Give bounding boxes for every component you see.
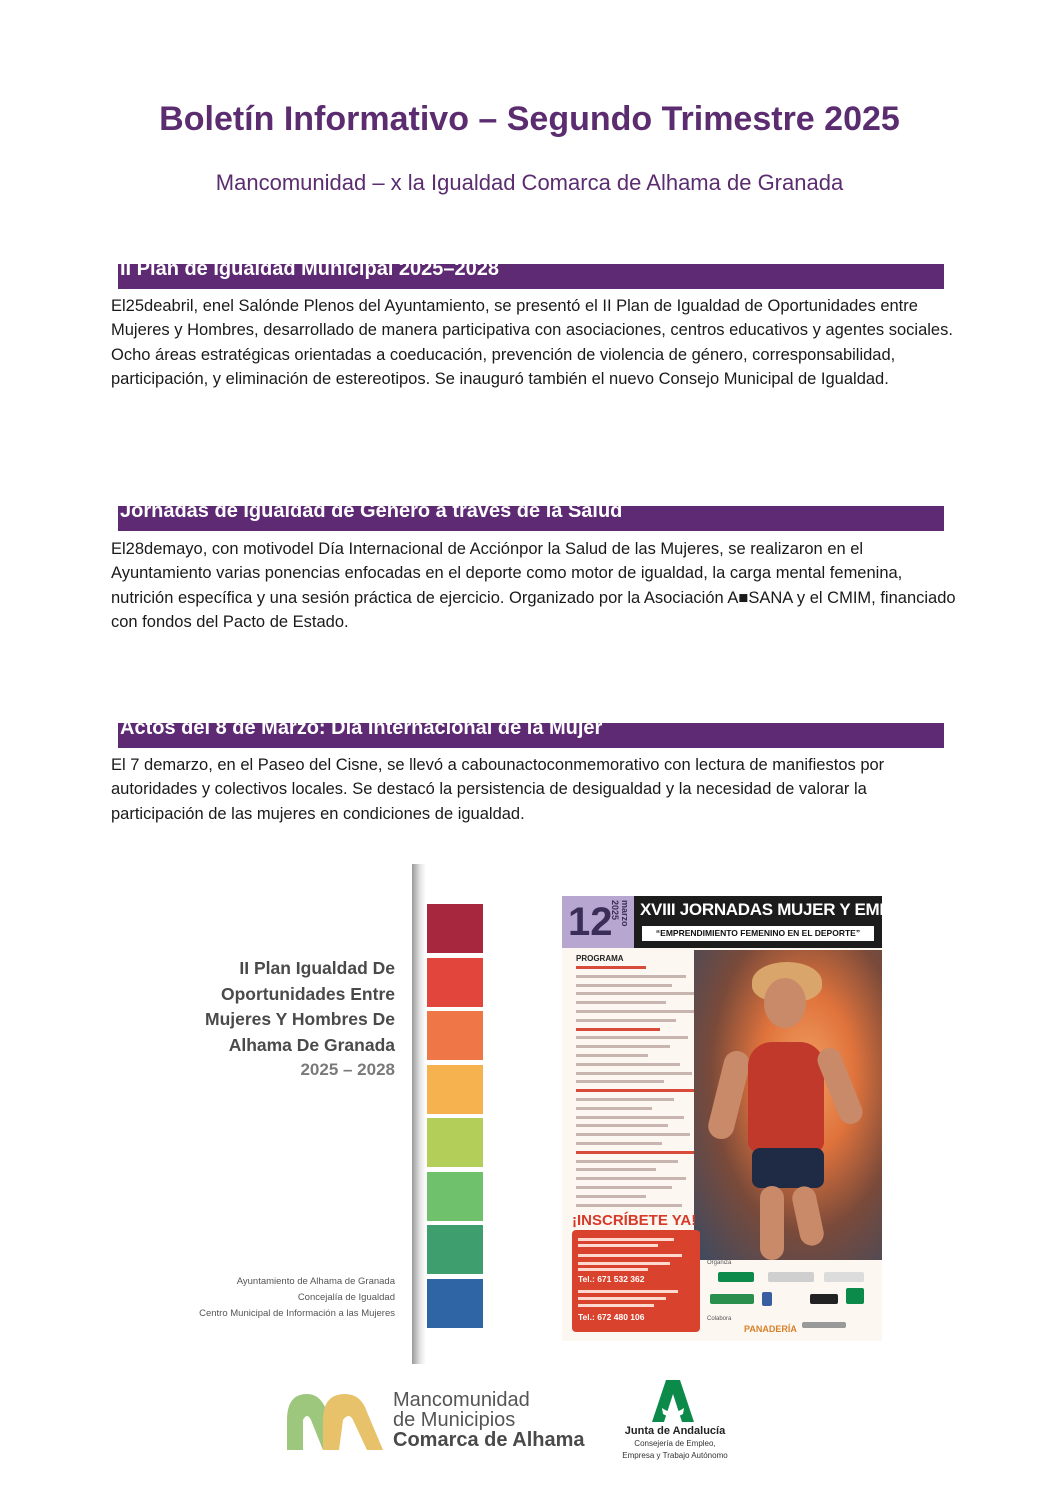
poster-program-label: PROGRAMA [576,954,624,963]
section-body: El28demayo, con motivodel Día Internacional de Acciónpor la Salud de las Mujeres, se realizaron en el Ayuntamiento varias ponencias enfocadas en el deporte como motor de igualdad, la carga mental femenina, nutrición específica y una sesión práctica de ejercicio. Organizado por la Asociación A■SANA y el CMIM, financiado con fondos del Pacto de Estado. [111,540,956,632]
info-line [578,1244,658,1247]
program-line [576,1168,656,1171]
poster-tel: Tel.: 672 480 106 [578,1312,645,1322]
program-line [576,1186,672,1189]
program-line [576,1010,694,1013]
cmim-logo [810,1294,838,1304]
diputacion-logo [710,1294,754,1304]
cover-color-bar [427,1011,483,1060]
runner-shorts [752,1148,824,1188]
bulletin-subtitle: Mancomunidad – x la Igualdad Comarca de Alhama de Granada [215,170,844,195]
program-line [576,1160,678,1163]
program-line [576,1195,646,1198]
info-line [578,1262,670,1265]
poster-info-box [572,1230,700,1332]
cover-title-line: II Plan Igualdad De [239,958,395,978]
junta-logo-small [718,1272,754,1282]
cover-color-bar [427,904,483,953]
cover-title [135,956,395,1058]
cover-color-bar [427,1172,483,1221]
program-line [576,1036,688,1039]
section-heading-bar [118,500,944,531]
poster-cta: ¡INSCRÍBETE YA! [572,1212,697,1229]
runner-head [764,978,806,1028]
program-line [576,1001,666,1004]
info-line [578,1254,682,1257]
program-line [576,966,646,969]
program-line [576,1151,694,1154]
cover-institution: Centro Municipal de Información a las Mujeres [199,1308,395,1319]
program-line [576,1054,648,1057]
junta-department: Empresa y Trabajo Autónomo [622,1451,728,1460]
program-line [576,975,686,978]
cover-institution: Ayuntamiento de Alhama de Granada [236,1276,395,1287]
program-line [576,1133,690,1136]
program-line [576,1116,684,1119]
mancomunidad-logo-icon [283,1390,393,1454]
poster-subtitle: “EMPRENDIMIENTO FEMENINO EN EL DEPORTE” [642,926,874,941]
cover-color-bar [427,1065,483,1114]
poster-title: XVIII JORNADAS MUJER Y EMPRESA [640,900,937,919]
mancomunidad-line: Mancomunidad [393,1389,530,1411]
cover-title-line: Mujeres Y Hombres De [205,1009,395,1029]
runner-leg [790,1184,826,1248]
poster-header [562,896,937,948]
program-line [576,1028,660,1031]
cover-color-bar [427,1279,483,1328]
program-line [576,1072,692,1075]
info-line [578,1290,678,1293]
section-body: El25deabril, enel Salónde Plenos del Ayuntamiento, se presentó el II Plan de Igualdad de Oportunidades entre Mujeres y Hombres, desarrollado de manera participativa con asociaciones, centros educativos y agentes sociales. Ocho áreas estratégicas orientadas a coeducación, prevención de violencia de género, corresponsabilidad, participación, y eliminación de estereotipos. Se inauguró también el nuevo Consejo Municipal de Igualdad. [111,297,953,389]
program-line [576,1098,674,1101]
crest-logo [762,1292,772,1306]
cover-color-bar [427,1118,483,1167]
junta-andalucia-text [612,1425,738,1461]
bakery-logo: PANADERÍA [744,1324,797,1334]
program-line [576,1177,686,1180]
cover-institution: Concejalía de Igualdad [297,1292,395,1303]
program-line [576,1107,652,1110]
event-poster-image [562,896,937,1341]
runner-arm [705,1048,752,1142]
bulletin-title: Boletín Informativo – Segundo Trimestre 2025 [159,100,900,138]
program-line [576,1142,662,1145]
cover-spine [412,864,426,1364]
section-heading-bar [118,717,944,748]
program-line [576,1045,670,1048]
sponsor-logo [824,1272,864,1282]
info-line [578,1238,674,1241]
mancomunidad-logo-text [393,1390,585,1450]
runner-leg [760,1186,784,1260]
section-heading: Jornadas de Igualdad de Género a través de la Salud [120,500,623,522]
poster-month: marzo 2025 [610,900,630,927]
section-heading-bar [118,258,944,289]
program-line [576,1124,668,1127]
program-line [576,1063,680,1066]
program-line [576,984,672,987]
program-line [576,1089,696,1092]
poster-tel: Tel.: 671 532 362 [578,1274,645,1284]
cover-color-bar [427,1225,483,1274]
section-body: El 7 demarzo, en el Paseo del Cisne, se llevó a cabounactoconmemorativo con lectura de manifiestos por autoridades y colectivos locales. Se destacó la persistencia de desigualdad y la necesidad de valorar la participación de las mujeres en condiciones de igualdad. [111,756,885,823]
program-line [576,992,696,995]
junta-andalucia-logo-icon [650,1378,696,1424]
cover-years: 2025 – 2028 [300,1060,395,1079]
program-line [576,1204,682,1207]
poster-date [562,896,634,948]
sponsor-logo [802,1322,846,1328]
mancomunidad-line: Comarca de Alhama [393,1429,585,1451]
section-heading: Actos del 8 de Marzo: Día Internacional de la Mujer [120,717,603,739]
mancomunidad-line: de Municipios [393,1409,516,1431]
program-line [576,1080,664,1083]
poster-day: 12 [568,900,613,944]
info-line [578,1304,654,1307]
sponsor-logo [768,1272,814,1282]
junta-name: Junta de Andalucía [624,1425,726,1437]
poster-sponsor-label: Colabora [707,1316,732,1322]
program-line [576,1019,676,1022]
cover-title-line: Oportunidades Entre [220,983,395,1004]
cover-title-line: Alhama De Granada [228,1034,395,1055]
poster-sponsor-label: Organiza [707,1260,732,1266]
junta-logo-small [846,1288,864,1304]
info-line [578,1268,648,1271]
runner-top [748,1042,824,1152]
info-line [578,1297,666,1300]
plan-cover-image [180,864,485,1364]
runner-illustration [694,950,882,1260]
cover-color-bar [427,958,483,1007]
junta-department: Consejería de Empleo, [634,1439,716,1448]
section-heading: II Plan de Igualdad Municipal 2025–2028 [120,258,500,280]
